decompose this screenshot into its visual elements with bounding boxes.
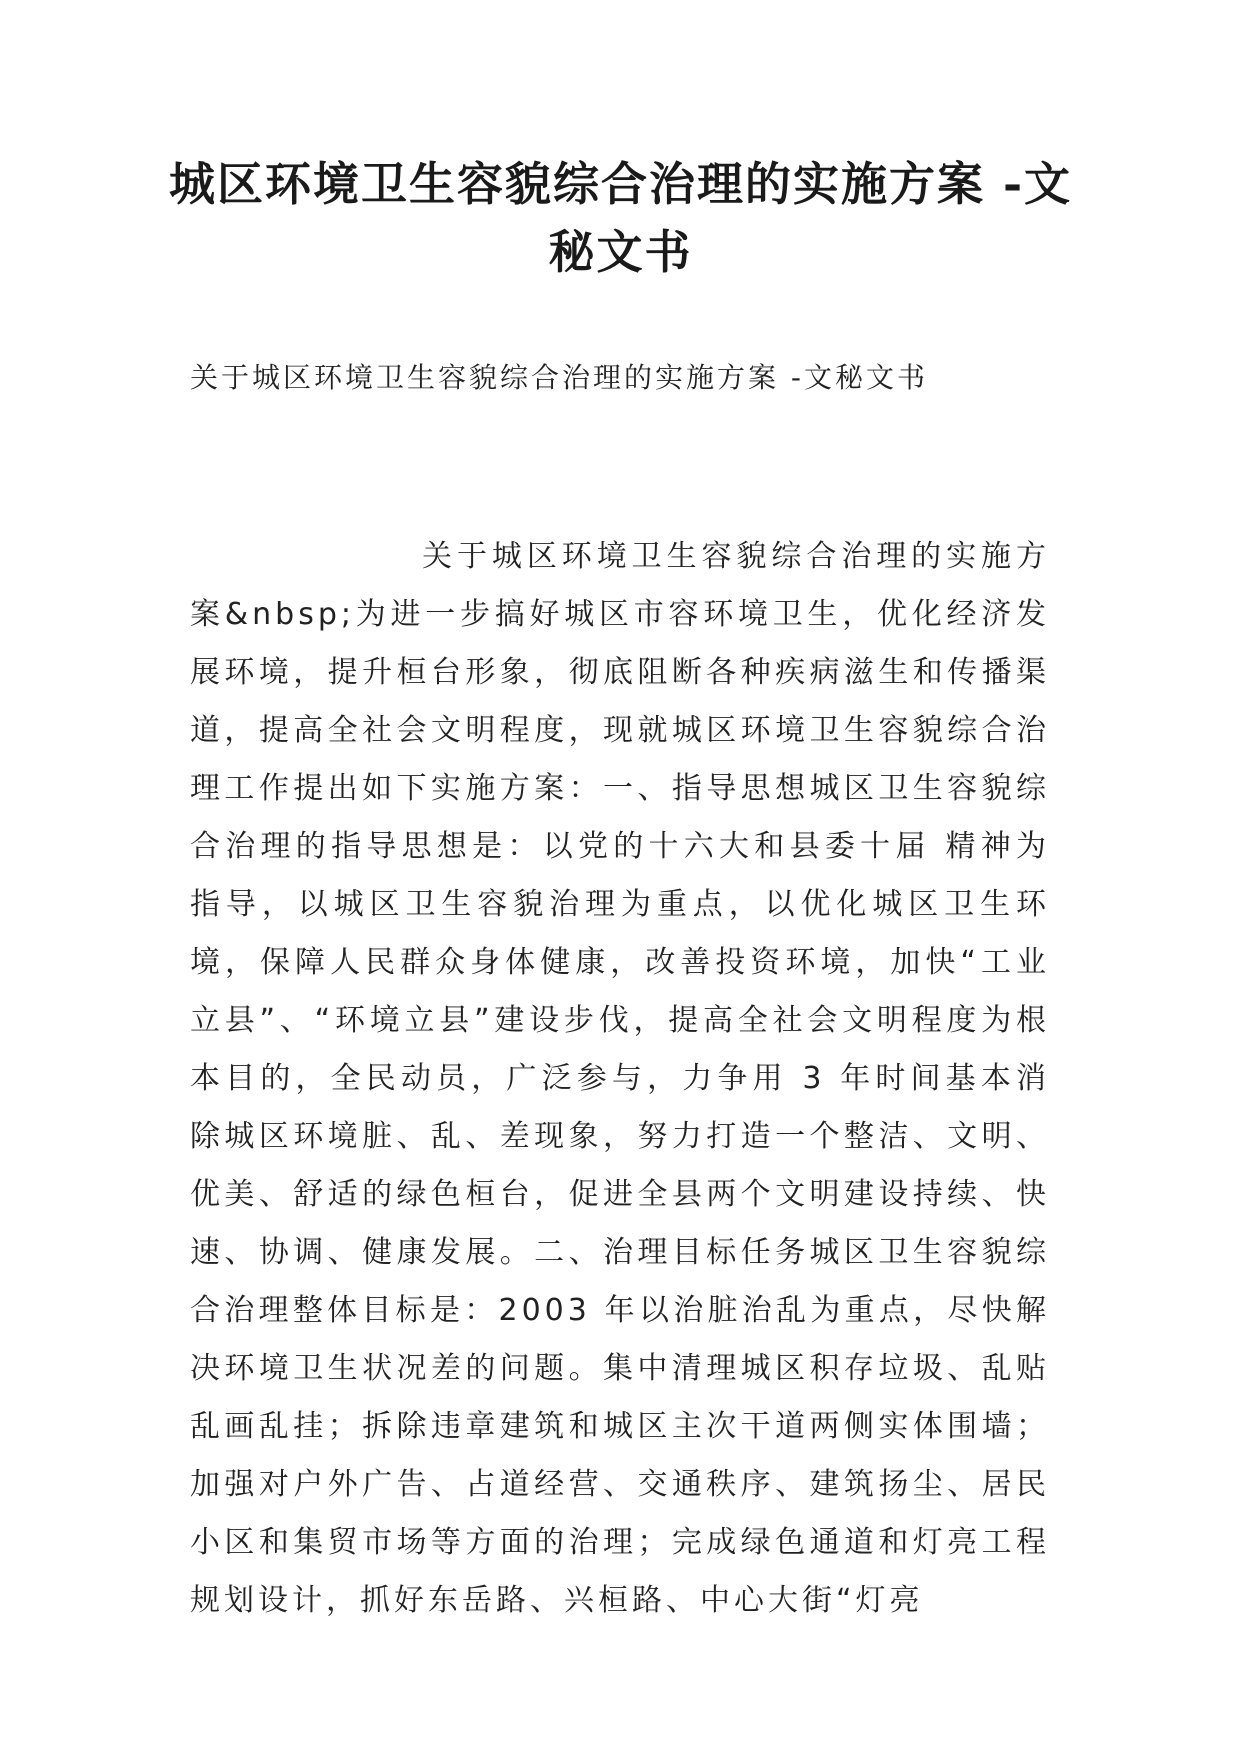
document-body: 关于城区环境卫生容貌综合治理的实施方案&nbsp;为进一步搞好城区市容环境卫生，优化经济发展环境，提升桓台形象，彻底阻断各种疾病滋生和传播渠道，提高全社会文明程度，现就城区环境卫生容貌综合治理工作提出如下实施方案：一、指导思想城区卫生容貌综合治理的指导思想是：以党的十六大和县委十届 精神为指导，以城区卫生容貌治理为重点，以优化城区卫生环境，保障人民群众身体健康，改善投资环境，加快“工业立县”、“环境立县”建设步伐，提高全社会文明程度为根本目的，全民动员，广泛参与，力争用 3 年时间基本消除城区环境脏、乱、差现象，努力打造一个整洁、文明、优美、舒适的绿色桓台，促进全县两个文明建设持续、快速、协调、健康发展。二、治理目标任务城区卫生容貌综合治理整体目标是：2003 年以治脏治乱为重点，尽快解决环境卫生状况差的问题。集中清理城区积存垃圾、乱贴乱画乱挂；拆除违章建筑和城区主次干道两侧实体围墙；加强对户外广告、占道经营、交通秩序、建筑扬尘、居民小区和集贸市场等方面的治理；完成绿色通道和灯亮工程规划设计，抓好东岳路、兴桓路、中心大街“灯亮 <box>190 539 1050 1618</box>
document-title: 城区环境卫生容貌综合治理的实施方案 -文秘文书 <box>168 157 1073 279</box>
document-subtitle: 关于城区环境卫生容貌综合治理的实施方案 -文秘文书 <box>190 361 929 394</box>
